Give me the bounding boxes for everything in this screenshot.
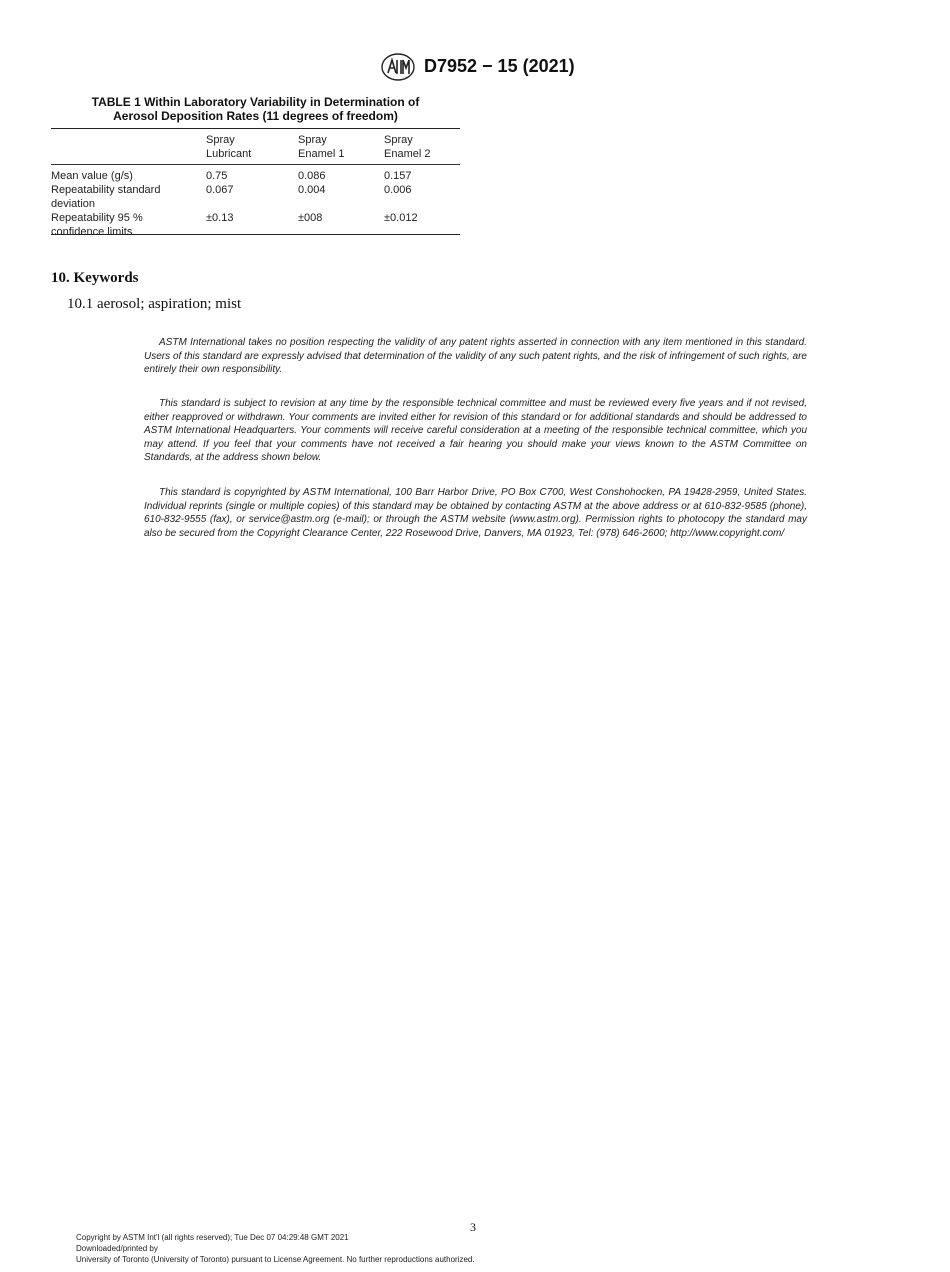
- table-caption-line-2: Aerosol Deposition Rates (11 degrees of freedom): [113, 109, 398, 123]
- table-1: [51, 95, 460, 238]
- row-label-repeatability-sd: Repeatability standard deviation: [51, 184, 161, 210]
- table-caption: [51, 95, 460, 123]
- patent-notice: ASTM International takes no position respecting the validity of any patent rights asserted in connection with any item mentioned in this standard. Users of this standard are expressly advised that determination of the validity of any such patent rights, and the risk of infringement of such rights, are entirely their own responsibility.: [144, 337, 807, 375]
- footer-line-2: Downloaded/printed by: [76, 1244, 158, 1253]
- page-header: [380, 52, 640, 84]
- table-cell: ±0.13: [206, 212, 234, 224]
- keywords-paragraph: 10.1 aerosol; aspiration; mist: [67, 296, 242, 312]
- astm-logo-icon: [380, 52, 416, 82]
- table-cell: 0.157: [384, 170, 412, 182]
- footer-line-3: University of Toronto (University of Toronto) pursuant to License Agreement. No further reproductions authorized.: [76, 1255, 475, 1264]
- row-label-mean-value: Mean value (g/s): [51, 170, 133, 182]
- table-cell: 0.004: [298, 184, 326, 196]
- footer-line-1: Copyright by ASTM Int'l (all rights reserved); Tue Dec 07 04:29:48 GMT 2021: [76, 1233, 349, 1242]
- row-label-repeatability-95: Repeatability 95 % confidence limits: [51, 212, 143, 238]
- column-header-spray-lubricant: Spray Lubricant: [206, 134, 252, 160]
- table-cell: 0.75: [206, 170, 228, 182]
- standard-designation: D7952 − 15 (2021): [424, 56, 575, 76]
- table-header-rule: [51, 164, 460, 165]
- column-header-spray-enamel-1: Spray Enamel 1: [298, 134, 345, 160]
- page-number: 3: [470, 1220, 476, 1234]
- table-grid: [51, 129, 460, 238]
- column-header-spray-enamel-2: Spray Enamel 2: [384, 134, 431, 160]
- table-cell: 0.067: [206, 184, 234, 196]
- table-cell: 0.006: [384, 184, 412, 196]
- table-cell: ±0.012: [384, 212, 418, 224]
- revision-notice: This standard is subject to revision at any time by the responsible technical committee and must be reviewed every five years and if not revised, either reapproved or withdrawn. Your comments are invited either for revision of this standard or for additional standards and should be addressed to ASTM International Headquarters. Your comments will receive careful consideration at a meeting of the responsible technical committee, which you may attend. If you feel that your comments have not received a fair hearing you should make your views known to the ASTM Committee on Standards, at the address shown below.: [144, 398, 807, 463]
- table-cell: 0.086: [298, 170, 326, 182]
- table-cell: ±008: [298, 212, 323, 224]
- copyright-notice: This standard is copyrighted by ASTM International, 100 Barr Harbor Drive, PO Box C700, West Conshohocken, PA 19428-2959, United States. Individual reprints (single or multiple copies) of this standard may be obtained by contacting ASTM at the above address or at 610-832-9585 (phone), 610-832-9555 (fax), or service@astm.org (e-mail); or through the ASTM website (www.astm.org). Permission rights to photocopy the standard may also be secured from the Copyright Clearance Center, 222 Rosewood Drive, Danvers, MA 01923, Tel: (978) 646-2600; http://www.copyright.com/: [144, 487, 807, 539]
- table-caption-line-1: TABLE 1 Within Laboratory Variability in Determination of: [91, 95, 420, 109]
- section-heading-keywords: 10. Keywords: [51, 270, 139, 286]
- download-footer: [76, 1232, 475, 1265]
